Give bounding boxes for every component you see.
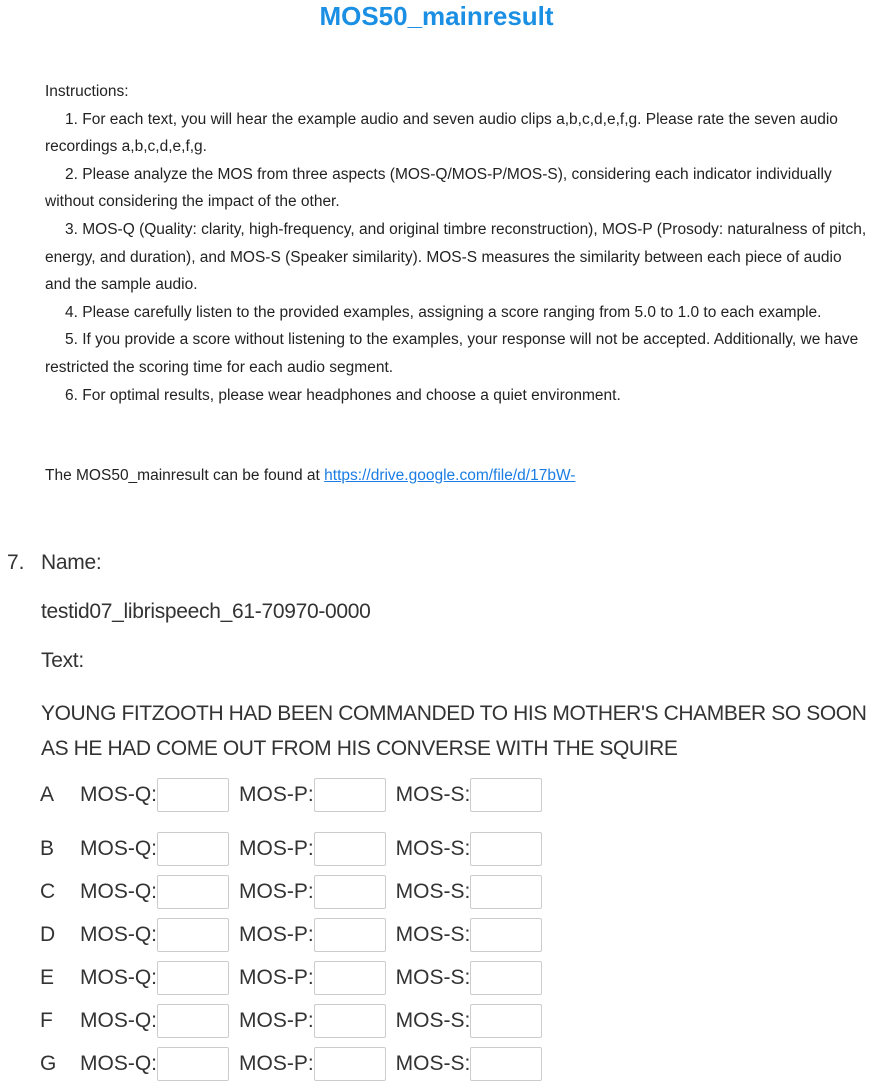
- mos-s-input[interactable]: [470, 961, 542, 995]
- drive-link[interactable]: https://drive.google.com/file/d/17bW-: [324, 467, 576, 484]
- mos-s-input[interactable]: [470, 1047, 542, 1081]
- name-label: Name:: [41, 551, 102, 574]
- mos-p-label: MOS-P:: [239, 923, 314, 946]
- mos-p-label: MOS-P:: [239, 880, 314, 903]
- result-location-prefix: The MOS50_mainresult can be found at: [45, 467, 325, 484]
- result-location-text: [45, 462, 575, 490]
- mos-q-label: MOS-Q:: [80, 1052, 157, 1075]
- question-number: 7.: [7, 551, 25, 574]
- mos-p-input[interactable]: [314, 875, 386, 909]
- instructions-heading: Instructions:: [45, 83, 129, 100]
- mos-p-label: MOS-P:: [239, 1052, 314, 1075]
- row-letter: G: [40, 1052, 57, 1075]
- rating-row: [40, 776, 542, 814]
- mos-s-input[interactable]: [470, 875, 542, 909]
- row-letter: B: [40, 837, 55, 860]
- rating-row: [40, 830, 542, 868]
- name-value: testid07_librispeech_61-70970-0000: [41, 600, 371, 623]
- mos-p-input[interactable]: [314, 918, 386, 952]
- mos-q-input[interactable]: [157, 918, 229, 952]
- mos-q-input[interactable]: [157, 961, 229, 995]
- row-letter: F: [40, 1009, 53, 1032]
- mos-s-label: MOS-S:: [395, 1052, 471, 1075]
- mos-s-label: MOS-S:: [395, 966, 471, 989]
- instructions-block: [45, 78, 867, 409]
- mos-s-input[interactable]: [470, 918, 542, 952]
- text-label: Text:: [41, 649, 84, 672]
- rating-row: [40, 873, 542, 911]
- instruction-item-3: 3. MOS-Q (Quality: clarity, high-frequency, and original timbre reconstruction), MOS-P (Prosody: naturalness of pitch, energy, and duration), and MOS-S (Speaker similarity). MOS-S measures the similarity between each piece of audio and the sample audio.: [45, 220, 867, 294]
- mos-p-label: MOS-P:: [239, 783, 314, 806]
- rating-row: [40, 1045, 542, 1083]
- mos-s-input[interactable]: [470, 1004, 542, 1038]
- mos-q-input[interactable]: [157, 1047, 229, 1081]
- mos-q-label: MOS-Q:: [80, 880, 157, 903]
- row-letter: D: [40, 923, 56, 946]
- mos-s-label: MOS-S:: [395, 923, 471, 946]
- mos-s-label: MOS-S:: [395, 880, 471, 903]
- mos-p-input[interactable]: [314, 961, 386, 995]
- mos-q-input[interactable]: [157, 875, 229, 909]
- instruction-item-2: 2. Please analyze the MOS from three aspects (MOS-Q/MOS-P/MOS-S), considering each indicator individually without considering the impact of the other.: [45, 165, 832, 211]
- row-letter: A: [40, 783, 55, 806]
- mos-s-input[interactable]: [470, 778, 542, 812]
- mos-q-label: MOS-Q:: [80, 923, 157, 946]
- text-value: YOUNG FITZOOTH HAD BEEN COMMANDED TO HIS MOTHER'S CHAMBER SO SOON AS HE HAD COME OUT FROM HIS CONVERSE WITH THE SQUIRE: [41, 702, 867, 760]
- mos-q-label: MOS-Q:: [80, 837, 157, 860]
- rating-row: [40, 916, 542, 954]
- mos-p-input[interactable]: [314, 778, 386, 812]
- mos-s-label: MOS-S:: [395, 1009, 471, 1032]
- rating-row: [40, 1002, 542, 1040]
- mos-s-label: MOS-S:: [395, 837, 471, 860]
- mos-q-label: MOS-Q:: [80, 783, 157, 806]
- mos-q-input[interactable]: [157, 832, 229, 866]
- mos-q-input[interactable]: [157, 778, 229, 812]
- mos-p-input[interactable]: [314, 1047, 386, 1081]
- mos-s-label: MOS-S:: [395, 783, 471, 806]
- mos-q-input[interactable]: [157, 1004, 229, 1038]
- mos-q-label: MOS-Q:: [80, 966, 157, 989]
- mos-p-label: MOS-P:: [239, 966, 314, 989]
- row-letter: C: [40, 880, 56, 903]
- row-letter: E: [40, 966, 55, 989]
- mos-p-input[interactable]: [314, 832, 386, 866]
- instruction-item-4: 4. Please carefully listen to the provided examples, assigning a score ranging from 5.0 to 1.0 to each example.: [65, 303, 822, 321]
- rating-row: [40, 959, 542, 997]
- mos-s-input[interactable]: [470, 832, 542, 866]
- mos-p-label: MOS-P:: [239, 1009, 314, 1032]
- page-title: MOS50_mainresult: [319, 1, 554, 31]
- instruction-item-5: 5. If you provide a score without listening to the examples, your response will not be accepted. Additionally, we have restricted the scoring time for each audio segment.: [45, 331, 859, 376]
- mos-q-label: MOS-Q:: [80, 1009, 157, 1032]
- mos-p-input[interactable]: [314, 1004, 386, 1038]
- instruction-item-1: 1. For each text, you will hear the example audio and seven audio clips a,b,c,d,e,f,g. Please rate the seven audio recordings a,b,c,d,e,f,g.: [45, 110, 838, 156]
- instruction-item-6: 6. For optimal results, please wear headphones and choose a quiet environment.: [65, 386, 621, 404]
- mos-p-label: MOS-P:: [239, 837, 314, 860]
